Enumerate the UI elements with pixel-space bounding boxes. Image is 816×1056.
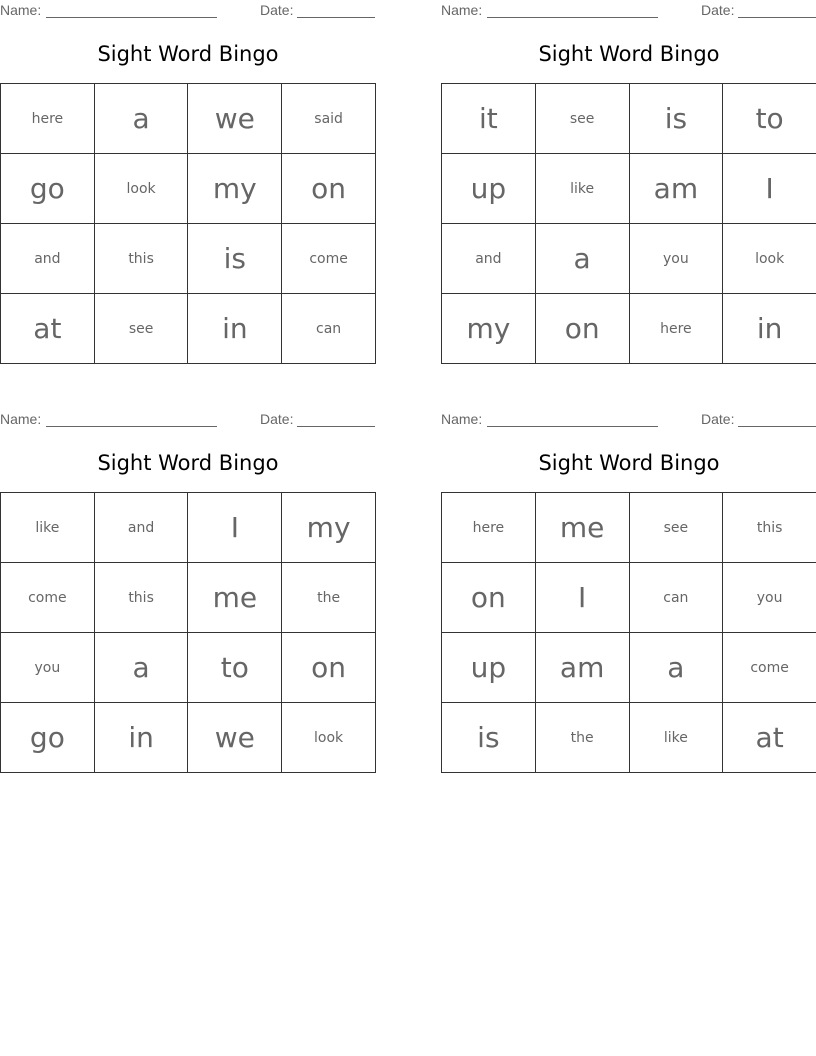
word-cell: you [629,224,723,294]
name-label: Name: [0,411,42,427]
date-blank-line [297,426,375,427]
word-cell: you [723,563,816,633]
bingo-grid [0,83,376,364]
word-cell: I [535,563,629,633]
name-label: Name: [0,2,42,18]
word-cell: and [94,493,188,563]
word-cell: look [282,703,376,773]
grid-row [1,224,376,294]
card-header [0,2,376,18]
word-cell: I [188,493,282,563]
word-cell: see [629,493,723,563]
word-cell: can [629,563,723,633]
word-cell: can [282,294,376,364]
word-cell: look [94,154,188,224]
word-cell: my [188,154,282,224]
grid-row [442,563,816,633]
word-cell: here [442,493,536,563]
word-cell: is [442,703,536,773]
word-cell: we [188,703,282,773]
grid-row [1,154,376,224]
word-cell: me [535,493,629,563]
card-title: Sight Word Bingo [538,451,720,475]
name-blank-line [487,17,658,18]
bingo-card-4 [441,409,816,789]
word-cell: on [535,294,629,364]
grid-row [1,294,376,364]
word-cell: am [629,154,723,224]
word-cell: you [1,633,95,703]
word-cell: see [94,294,188,364]
word-cell: up [442,633,536,703]
word-cell: me [188,563,282,633]
word-cell: to [723,84,816,154]
card-title: Sight Word Bingo [538,42,720,66]
card-title: Sight Word Bingo [97,42,279,66]
date-blank-line [738,17,816,18]
word-cell: on [442,563,536,633]
bingo-grid [0,492,376,773]
word-cell: on [282,154,376,224]
date-blank-line [738,426,816,427]
word-cell: am [535,633,629,703]
word-cell: in [188,294,282,364]
word-cell: this [723,493,816,563]
word-cell: a [535,224,629,294]
card-header [441,2,816,18]
word-cell: we [188,84,282,154]
name-label: Name: [441,2,483,18]
word-cell: is [629,84,723,154]
word-cell: my [282,493,376,563]
word-cell: come [282,224,376,294]
name-blank-line [46,17,217,18]
word-cell: a [94,84,188,154]
word-cell: and [1,224,95,294]
card-header [0,411,376,427]
word-cell: a [629,633,723,703]
word-cell: up [442,154,536,224]
bingo-card-2 [441,0,816,380]
word-cell: it [442,84,536,154]
word-cell: go [1,154,95,224]
word-cell: my [442,294,536,364]
word-cell: at [723,703,816,773]
date-blank-line [297,17,375,18]
grid-row [442,294,816,364]
grid-row [442,84,816,154]
grid-row [1,633,376,703]
name-label: Name: [441,411,483,427]
date-label: Date: [260,2,294,18]
word-cell: see [535,84,629,154]
word-cell: on [282,633,376,703]
word-cell: go [1,703,95,773]
grid-row [442,633,816,703]
card-header [441,411,816,427]
name-blank-line [46,426,217,427]
word-cell: come [1,563,95,633]
word-cell: here [629,294,723,364]
grid-row [442,703,816,773]
word-cell: look [723,224,816,294]
grid-row [442,224,816,294]
word-cell: said [282,84,376,154]
word-cell: at [1,294,95,364]
word-cell: in [94,703,188,773]
word-cell: I [723,154,816,224]
word-cell: like [1,493,95,563]
word-cell: come [723,633,816,703]
grid-row [1,703,376,773]
date-label: Date: [701,411,735,427]
bingo-grid [441,492,816,773]
word-cell: like [535,154,629,224]
word-cell: here [1,84,95,154]
date-label: Date: [701,2,735,18]
grid-row [1,563,376,633]
date-label: Date: [260,411,294,427]
word-cell: a [94,633,188,703]
word-cell: in [723,294,816,364]
card-title: Sight Word Bingo [97,451,279,475]
bingo-card-3 [0,409,376,789]
grid-row [1,84,376,154]
word-cell: to [188,633,282,703]
word-cell: is [188,224,282,294]
word-cell: the [535,703,629,773]
word-cell: this [94,563,188,633]
grid-row [442,493,816,563]
word-cell: the [282,563,376,633]
bingo-grid [441,83,816,364]
grid-row [1,493,376,563]
grid-row [442,154,816,224]
bingo-card-1 [0,0,376,380]
name-blank-line [487,426,658,427]
word-cell: this [94,224,188,294]
word-cell: like [629,703,723,773]
word-cell: and [442,224,536,294]
